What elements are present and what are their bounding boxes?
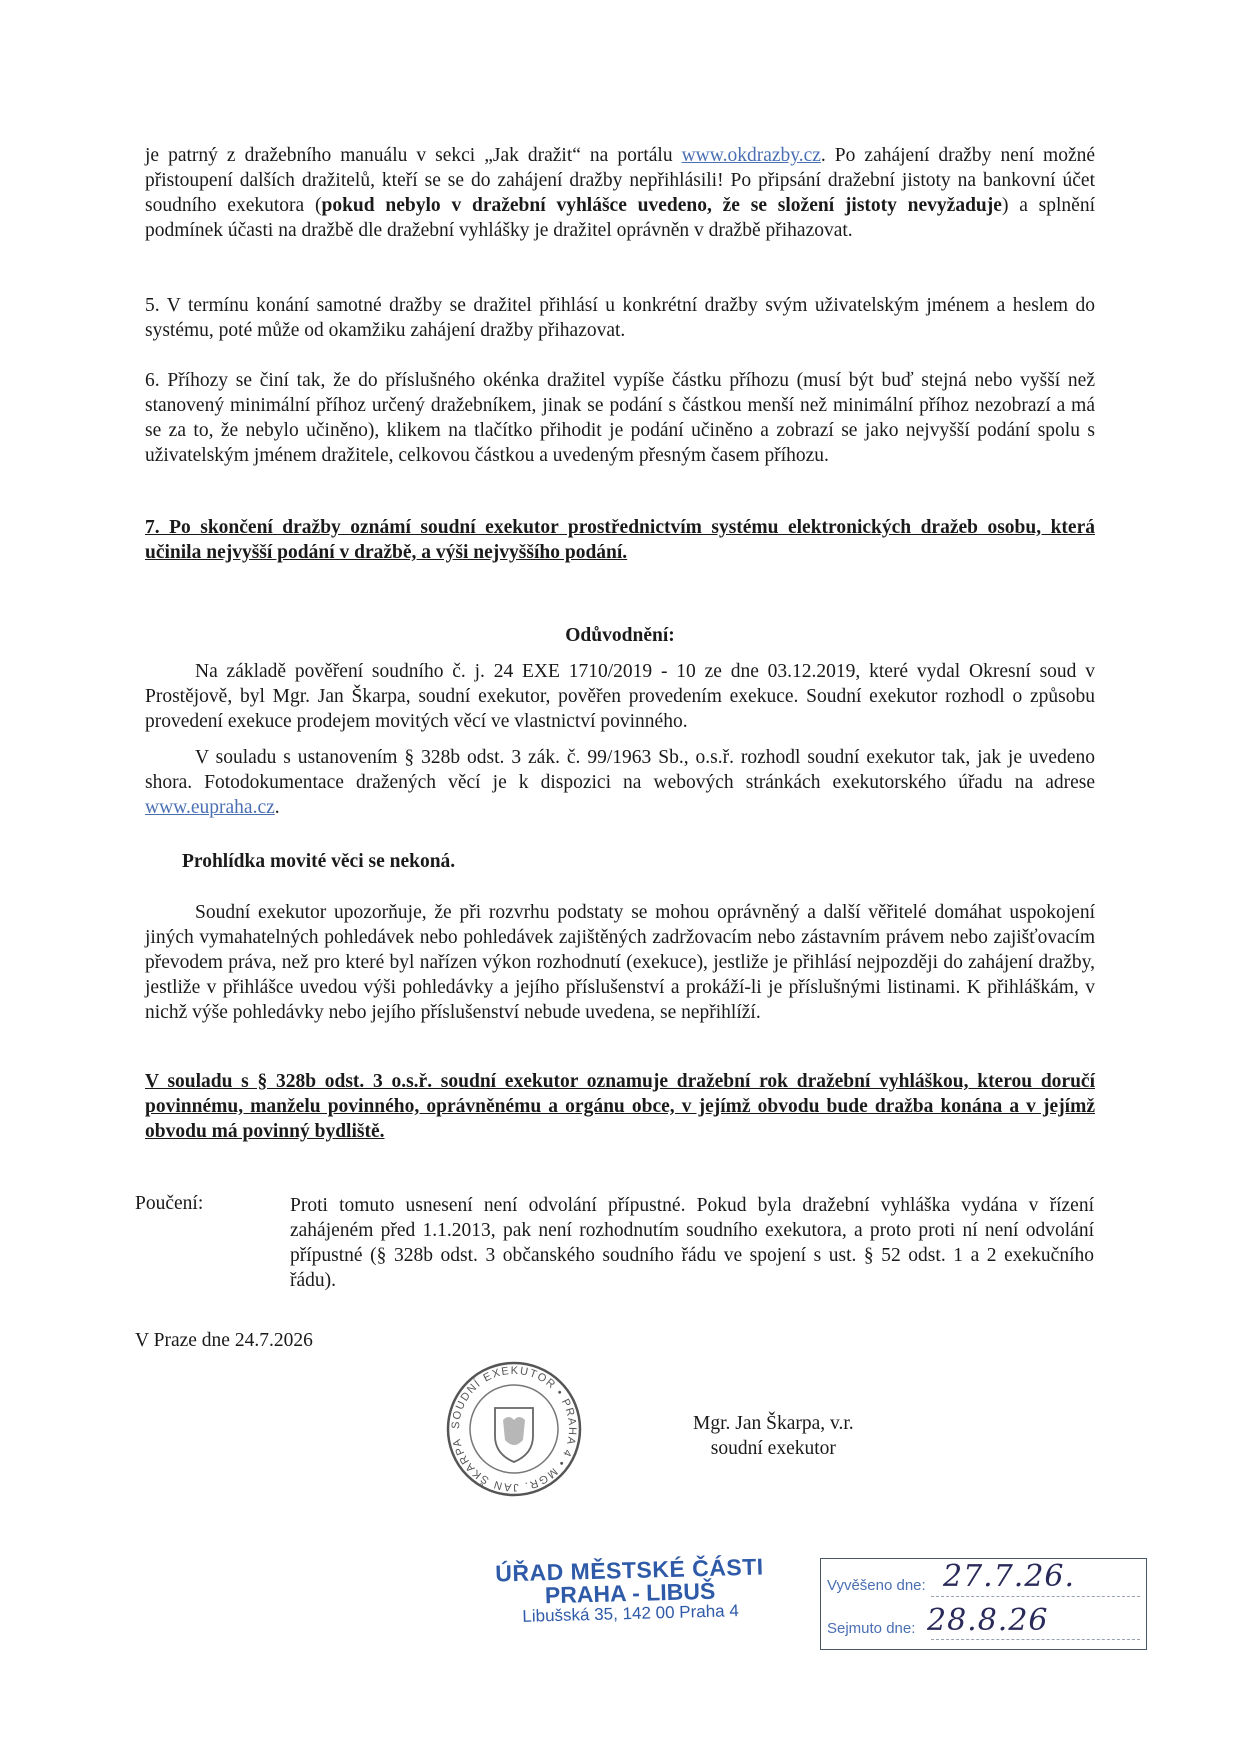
paragraph-intro [145, 143, 1095, 243]
official-seal [443, 1358, 585, 1500]
office-stamp-line2: PRAHA - LIBUŠ [544, 1577, 716, 1609]
posting-record-box [820, 1558, 1147, 1650]
instruction-label: Poučení: [135, 1193, 204, 1214]
announcement-paragraph: V souladu s § 328b odst. 3 o.s.ř. soudní exekutor oznamuje dražební rok dražební vyhláškou, kterou doručí povinnému, manželu povinného, oprávněnému a orgánu obce, v jejímž obvodu bude dražba konána a v jejímž obvodu má povinný bydliště. [145, 1071, 1095, 1142]
paragraph-6: 6. Příhozy se činí tak, že do příslušného okénka dražitel vypíše částku příhozu (musí být buď stejná nebo vyšší než stanovený minimální příhoz určený dražebníkem, jinak se podání s částkou menší než minimální příhoz nezobrazí a má se za to, že nebylo učiněno), klikem na tlačítko přihodit je podání učiněno a zobrazí se jako nejvyšší podání spolu s uživatelským jménem dražitele, celkovou částkou a uvedeným přesným časem příhozu. [145, 370, 1095, 466]
office-stamp-line1: ÚŘAD MĚSTSKÉ ČÁSTI [494, 1553, 764, 1587]
eupraha-link[interactable]: www.eupraha.cz [145, 797, 275, 818]
intro-text-c: ) a splnění podmínek účasti na dražbě dle dražební vyhlášky je dražitel oprávněn v dražbě přihazovat. [145, 195, 1095, 241]
municipal-office-stamp [494, 1554, 766, 1627]
intro-text-a: je patrný z dražebního manuálu v sekci „Jak dražit“ na portálu [145, 145, 682, 166]
inspection-note: Prohlídka movité věci se nekoná. [182, 851, 456, 872]
posted-label: Vyvěšeno dne: [827, 1577, 926, 1594]
signatory-role: soudní exekutor [710, 1438, 836, 1459]
place-date-line: V Praze dne 24.7.2026 [135, 1330, 313, 1351]
od2-text-a: V souladu s ustanovením § 328b odst. 3 zák. č. 99/1963 Sb., o.s.ř. rozhodl soudní exekutor tak, jak je uvedeno shora. Fotodokumentace dražených věcí je k dispozici na webových stránkách exekutorského úřadu na adrese [145, 747, 1095, 793]
intro-bold-text: pokud nebylo v dražební vyhlášce uvedeno, že se složení jistoty nevyžaduje [321, 195, 1002, 216]
removed-label: Sejmuto dne: [827, 1620, 916, 1637]
signatory-name: Mgr. Jan Škarpa, v.r. [693, 1413, 854, 1434]
justification-paragraph-2 [145, 745, 1095, 820]
posted-date-handwritten: 27.7.26. [943, 1559, 1076, 1594]
od2-text-b: . [274, 797, 280, 818]
paragraph-5: 5. V termínu konání samotné dražby se dražitel přihlásí u konkrétní dražby svým uživatelským jménem a heslem do systému, poté může od okamžiku zahájení dražby přihazovat. [145, 295, 1095, 341]
removed-line [931, 1639, 1140, 1640]
okdrazby-link[interactable]: www.okdrazby.cz [681, 145, 821, 166]
removed-date-handwritten: 28.8.26 [927, 1603, 1049, 1638]
creditor-notice-paragraph: Soudní exekutor upozorňuje, že při rozvrhu podstaty se mohou oprávněný a další věřitelé domáhat uspokojení jiných vymahatelných pohledávek nebo pohledávek zajištěných zadržovacím nebo zástavním právem nebo zajišťovacím převodem práva, než pro které byl nařízen výkon rozhodnutí (exekuce), jestliže je přihlásí nejpozději do zahájení dražby, jestliže v přihlášce uvedou výši pohledávky a jejího příslušenství a prokáží-li je příslušnými listinami. K přihláškám, v nichž výše pohledávky nebo jejího příslušenství nebude uvedena, se nepřihlíží. [145, 902, 1095, 1023]
justification-paragraph-1: Na základě pověření soudního č. j. 24 EXE 1710/2019 - 10 ze dne 03.12.2019, které vydal Okresní soud v Prostějově, byl Mgr. Jan Škarpa, soudní exekutor, pověřen provedením exekuce. Soudní exekutor rozhodl o způsobu provedení exekuce prodejem movitých věcí ve vlastnictví povinného. [145, 661, 1095, 732]
instruction-text: Proti tomuto usnesení není odvolání přípustné. Pokud byla dražební vyhláška vydána v řízení zahájeném před 1.1.2013, pak není rozhodnutím soudního exekutora, a proto proti ní není odvolání přípustné (§ 328b odst. 3 občanského soudního řádu ve spojení s ust. § 52 odst. 1 a 2 exekučního řádu). [290, 1195, 1094, 1291]
paragraph-7: 7. Po skončení dražby oznámí soudní exekutor prostřednictvím systému elektronických dražeb osobu, která učinila nejvyšší podání v dražbě, a výši nejvyššího podání. [145, 517, 1095, 563]
svg-text:SOUDNÍ EXEKUTOR • PRAHA 4 • MG: SOUDNÍ EXEKUTOR • PRAHA 4 • MGR. JAN ŠKARPA [449, 1364, 579, 1494]
signature-block [693, 1411, 854, 1461]
seal-emblem-icon [443, 1358, 585, 1500]
office-stamp-address: Libušská 35, 142 00 Praha 4 [522, 1601, 740, 1626]
section-heading: Odůvodnění: [565, 625, 675, 646]
intro-text-b: . Po zahájení dražby není možné přistoupení dalších dražitelů, kteří se se do zahájení dražby nepřihlásili! Po připsání dražební jistoty na bankovní účet soudního exekutora ( [145, 145, 1096, 216]
posted-line [931, 1596, 1140, 1597]
